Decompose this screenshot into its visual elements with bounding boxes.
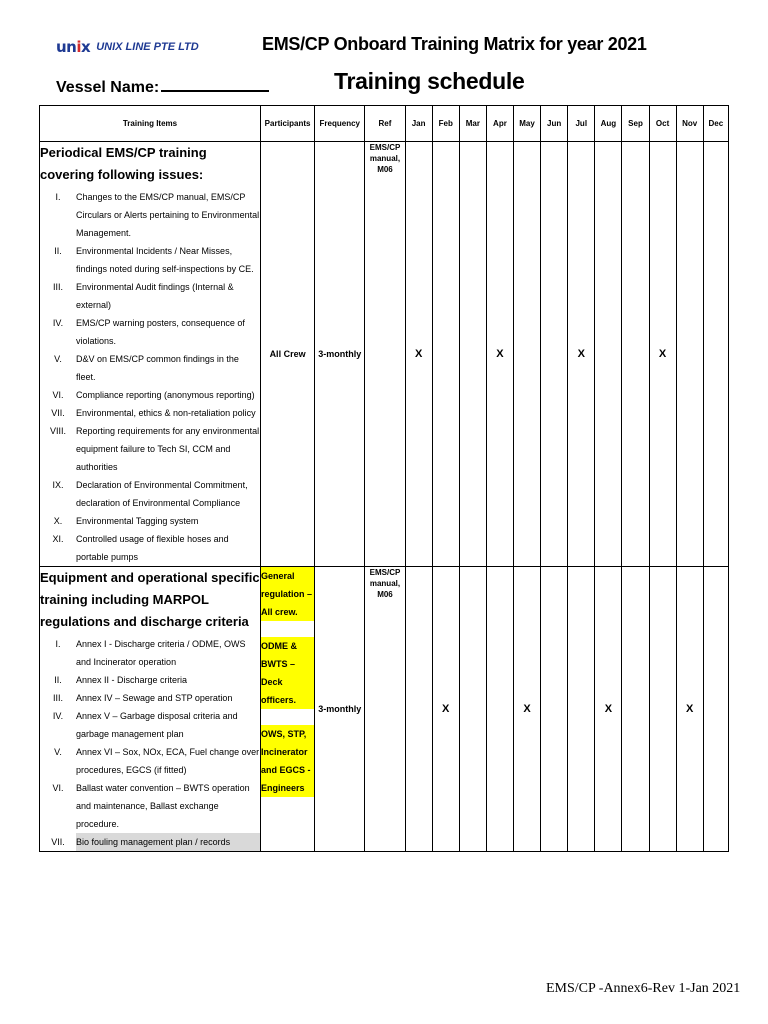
list-item: IV. EMS/CP warning posters, consequence of violations. xyxy=(52,318,245,346)
list-item: II. Annex II - Discharge criteria xyxy=(54,675,188,685)
column-header: Jul xyxy=(568,106,595,142)
month-cell-aug: X xyxy=(595,567,622,852)
month-cell-jan: X xyxy=(405,142,432,567)
month-cell-aug xyxy=(595,142,622,567)
vessel-label: Vessel Name: xyxy=(56,79,160,96)
list-item: I. Changes to the EMS/CP manual, EMS/CP Circulars or Alerts pertaining to Environmental Management. xyxy=(55,192,260,238)
month-cell-sep xyxy=(622,142,649,567)
month-cell-jun xyxy=(541,142,568,567)
list-item: VII. Environmental, ethics & non-retaliation policy xyxy=(51,408,256,418)
column-header: Training Items xyxy=(40,106,261,142)
vessel-name-blank xyxy=(161,76,269,92)
training-matrix-table xyxy=(39,105,729,852)
company-name: UNIX LINE PTE LTD xyxy=(96,41,199,53)
frequency-cell: 3-monthly xyxy=(315,567,365,852)
unix-logo-mark: unix xyxy=(56,38,91,56)
list-item: I. Annex I - Discharge criteria / ODME, OWS and Incinerator operation xyxy=(55,639,246,667)
column-header: Nov xyxy=(676,106,703,142)
training-items-cell xyxy=(40,567,261,852)
participant-group: General regulation – All crew. xyxy=(261,567,314,621)
month-cell-oct xyxy=(649,567,676,852)
column-header: Mar xyxy=(459,106,486,142)
month-cell-dec xyxy=(703,567,728,852)
list-item: VI. Compliance reporting (anonymous reporting) xyxy=(52,390,255,400)
column-header: May xyxy=(514,106,541,142)
month-cell-jul: X xyxy=(568,142,595,567)
vessel-name-field xyxy=(56,76,269,97)
ref-cell: EMS/CP manual, M06 xyxy=(365,142,405,567)
column-header: Apr xyxy=(486,106,513,142)
list-item: VII. Bio fouling management plan / records xyxy=(40,833,260,851)
month-cell-nov: X xyxy=(676,567,703,852)
column-header: Feb xyxy=(432,106,459,142)
column-header: Sep xyxy=(622,106,649,142)
month-cell-dec xyxy=(703,142,728,567)
column-header: Frequency xyxy=(315,106,365,142)
column-header: Ref xyxy=(365,106,405,142)
month-cell-mar xyxy=(459,142,486,567)
table-row xyxy=(40,142,729,567)
list-item: III. Environmental Audit findings (Internal & external) xyxy=(52,282,234,310)
document-footer: EMS/CP -Annex6-Rev 1-Jan 2021 xyxy=(546,981,741,996)
list-item: III. Annex IV – Sewage and STP operation xyxy=(52,693,233,703)
month-cell-jan xyxy=(405,567,432,852)
month-cell-jul xyxy=(568,567,595,852)
list-item: X. Environmental Tagging system xyxy=(53,516,199,526)
list-item: V. Annex VI – Sox, NOx, ECA, Fuel change over procedures, EGCS (if fitted) xyxy=(54,747,260,775)
section-title: Equipment and operational specific training including MARPOL regulations and discharge criteria xyxy=(40,570,260,629)
month-cell-sep xyxy=(622,567,649,852)
column-header: Participants xyxy=(260,106,314,142)
column-header: Aug xyxy=(595,106,622,142)
month-cell-mar xyxy=(459,567,486,852)
month-cell-may xyxy=(514,142,541,567)
list-item: IX. Declaration of Environmental Commitment, declaration of Environmental Compliance xyxy=(52,480,248,508)
frequency-cell: 3-monthly xyxy=(315,142,365,567)
month-cell-apr xyxy=(486,567,513,852)
table-row xyxy=(40,567,729,852)
header-row xyxy=(40,106,729,142)
list-item: VIII. Reporting requirements for any environmental equipment failure to Tech SI, CCM and authorities xyxy=(49,426,260,472)
participant-group: ODME & BWTS – Deck officers. xyxy=(261,637,314,709)
list-item: VI. Ballast water convention – BWTS operation and maintenance, Ballast exchange procedure. xyxy=(52,783,250,829)
month-cell-nov xyxy=(676,142,703,567)
issue-list xyxy=(40,188,260,566)
column-header: Oct xyxy=(649,106,676,142)
month-cell-apr: X xyxy=(486,142,513,567)
section-title: Periodical EMS/CP training covering following issues: xyxy=(40,145,207,182)
column-header: Jan xyxy=(405,106,432,142)
participants-cell xyxy=(260,567,314,852)
month-cell-may: X xyxy=(514,567,541,852)
schedule-title: Training schedule xyxy=(334,68,525,94)
list-item: XI. Controlled usage of flexible hoses and portable pumps xyxy=(52,534,229,562)
issue-list xyxy=(40,635,260,851)
month-cell-oct: X xyxy=(649,142,676,567)
ref-cell: EMS/CP manual, M06 xyxy=(365,567,405,852)
column-header: Jun xyxy=(541,106,568,142)
month-cell-jun xyxy=(541,567,568,852)
month-cell-feb xyxy=(432,142,459,567)
participants-cell: All Crew xyxy=(260,142,314,567)
company-logo xyxy=(56,38,199,56)
training-items-cell xyxy=(40,142,261,567)
list-item: IV. Annex V – Garbage disposal criteria and garbage management plan xyxy=(52,711,238,739)
month-cell-feb: X xyxy=(432,567,459,852)
list-item: V. D&V on EMS/CP common findings in the fleet. xyxy=(54,354,239,382)
column-header: Dec xyxy=(703,106,728,142)
participant-group: OWS, STP, Incinerator and EGCS - Engineers xyxy=(261,725,314,797)
list-item: II. Environmental Incidents / Near Misses, findings noted during self-inspections by CE. xyxy=(54,246,254,274)
document-title: EMS/CP Onboard Training Matrix for year 2021 xyxy=(262,34,647,54)
